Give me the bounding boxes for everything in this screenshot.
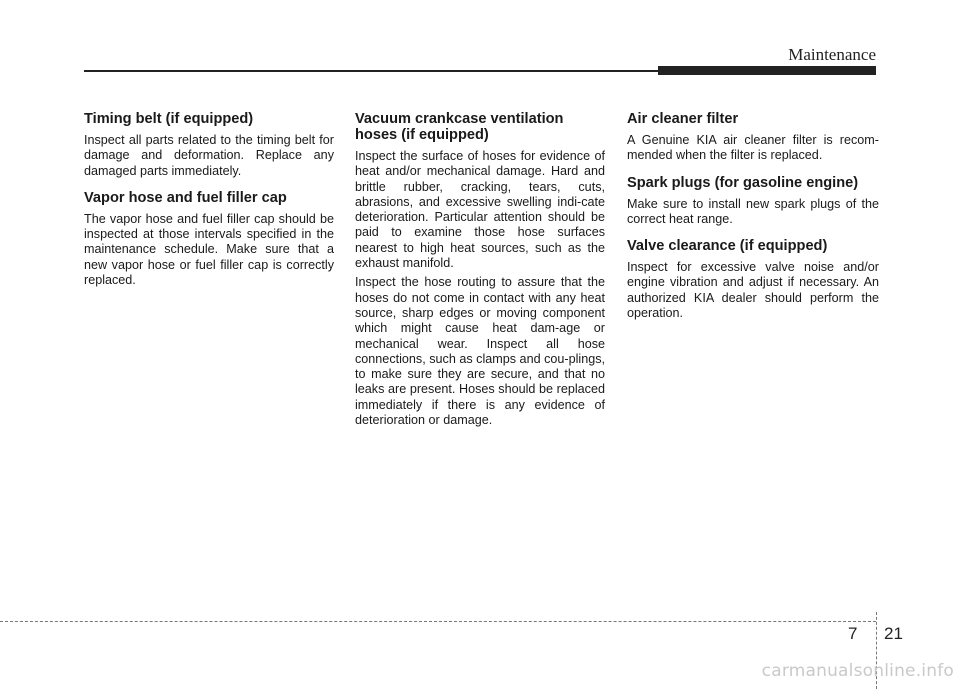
section-vacuum-crankcase (355, 111, 605, 428)
section-timing-belt (84, 111, 334, 179)
section-heading: Timing belt (if equipped) (84, 111, 254, 127)
column-left (84, 111, 334, 299)
section-paragraph: Inspect for excessive valve noise and/or engine vibration and adjust if necessary. An authorized KIA dealer should perform the operation. (627, 260, 879, 321)
section-paragraph: Inspect all parts related to the timing belt for damage and deformation. Replace any damaged parts immediately. (84, 133, 334, 178)
section-heading: Valve clearance (if equipped) (627, 238, 828, 255)
column-middle (355, 111, 605, 435)
chapter-number: 7 (848, 624, 858, 643)
section-paragraph: Make sure to install new spark plugs of the correct heat range. (627, 196, 879, 226)
page-number: 21 (884, 624, 903, 643)
header-rule (84, 70, 662, 72)
section-paragraph: Inspect the surface of hoses for evidence of heat and/or mechanical damage. Hard and brittle rubber, cracking, tears, cuts, abrasions, and excessive swelling indi-cate deterioration. Particular attention should be paid to examine those hose surfaces nearest to high heat sources, such as the exhaust manifold. (355, 149, 605, 271)
section-air-cleaner (627, 111, 879, 164)
section-heading: Vacuum crankcase ventilation hoses (if equipped) (355, 111, 564, 143)
section-spark-plugs (627, 175, 879, 228)
section-paragraph: Inspect the hose routing to assure that the hoses do not come in contact with any heat source, sharp edges or moving component which might cause heat dam-age or mechanical wear. Inspect all hose connections, such as clamps and cou-plings, to make sure they are secure, and that no leaks are present. Hoses should be replaced immediately if there is any evidence of deterioration or damage. (355, 275, 605, 428)
section-paragraph: The vapor hose and fuel filler cap should be inspected at those intervals specified in the maintenance schedule. Make sure that a new vapor hose or fuel filler cap is correctly replaced. (84, 211, 334, 288)
section-heading: Spark plugs (for gasoline engine) (627, 174, 859, 191)
watermark: carmanualsonline.info (761, 661, 954, 681)
header-title: Maintenance (788, 45, 876, 64)
footer-rule (0, 621, 876, 622)
header-rule-accent (658, 66, 876, 75)
section-heading: Vapor hose and fuel filler cap (84, 189, 287, 206)
section-vapor-hose (84, 190, 334, 288)
column-right (627, 111, 879, 332)
section-valve-clearance (627, 238, 879, 321)
section-paragraph: A Genuine KIA air cleaner filter is recom-mended when the filter is replaced. (627, 133, 879, 163)
section-heading: Air cleaner filter (627, 111, 739, 127)
